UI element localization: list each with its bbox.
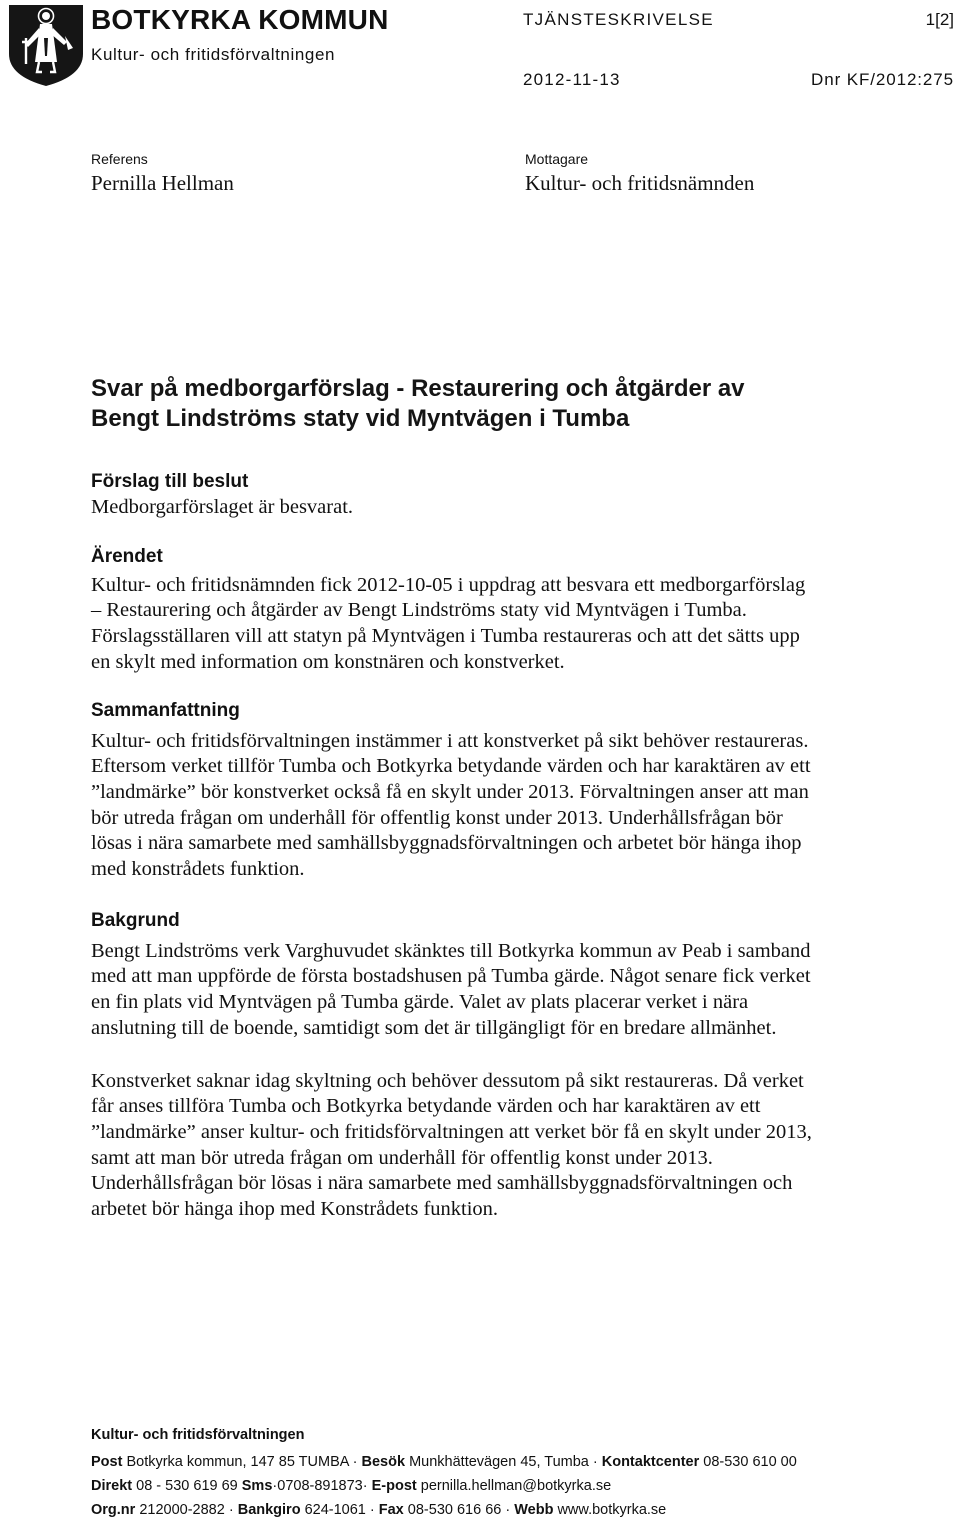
page-number: 1[2] [925, 10, 954, 29]
footer-visit-label: Besök [361, 1454, 406, 1470]
footer-department: Kultur- och fritidsförvaltningen [91, 1427, 305, 1443]
matter-heading: Ärendet [91, 545, 163, 567]
footer-separator: · [348, 1454, 362, 1470]
footer-direct-value: 08 - 530 619 69 [136, 1478, 238, 1494]
document-body [91, 374, 816, 1223]
footer-post-label: Post [91, 1454, 123, 1470]
footer-orgnr-value: 212000-2882 [139, 1502, 225, 1518]
footer-direct-label: Direkt [91, 1478, 133, 1494]
coat-of-arms-logo [6, 2, 86, 88]
background-text-1: Bengt Lindströms verk Varghuvudet skänktes till Botkyrka kommun av Peab i samband med att man uppförde de första bostadshusen på Tumba gärde. Något senare fick verket en fin plats vid Myntvägen på Tumba gärde. Valet av plats placerar verket i nära anslutning till de boende, samtidigt som det är tillgängligt för en bredare allmänhet. [91, 939, 811, 1039]
footer-fax-value: 08-530 616 66 [407, 1502, 502, 1518]
organization-name: BOTKYRKA KOMMUN [91, 4, 389, 35]
footer-web-value[interactable]: www.botkyrka.se [557, 1502, 667, 1518]
footer-orgnr-label: Org.nr [91, 1502, 136, 1518]
footer-separator: · [224, 1502, 238, 1518]
footer-visit-value: Munkhättevägen 45, Tumba [409, 1454, 589, 1470]
matter-text: Kultur- och fritidsnämnden fick 2012-10-05 i uppdrag att besvara ett medborgarförslag – Restaurering och åtgärder av Bengt Lindströms staty vid Myntvägen i Tumba. Förslagsställaren vill att statyn på Myntvägen i Tumba restaureras och att det sätts upp en skylt med information om konstnären och konstverket. [91, 573, 806, 673]
footer-email-value[interactable]: pernilla.hellman@botkyrka.se [420, 1478, 612, 1494]
footer-sms-label: Sms [241, 1478, 273, 1494]
reference-label: Referens [91, 151, 148, 167]
footer-contact-value: 08-530 610 00 [703, 1454, 797, 1470]
footer-email-label: E-post [371, 1478, 417, 1494]
recipient-label: Mottagare [525, 151, 589, 167]
footer-sms-value: 0708-891873 [277, 1478, 363, 1494]
footer-fax-label: Fax [378, 1502, 404, 1518]
footer-bankgiro-value: 624-1061 [304, 1502, 366, 1518]
document-type: TJÄNSTESKRIVELSE [523, 10, 714, 29]
title-line-1: Svar på medborgarförslag - Restaurering och åtgärder av [91, 375, 745, 402]
registration-number: Dnr KF/2012:275 [811, 70, 954, 89]
proposal-heading: Förslag till beslut [91, 471, 249, 492]
footer-separator: · [365, 1502, 379, 1518]
reference-value: Pernilla Hellman [91, 171, 234, 195]
footer-post-value: Botkyrka kommun, 147 85 TUMBA [126, 1454, 349, 1470]
background-heading: Bakgrund [91, 909, 180, 931]
footer-separator: · [588, 1454, 602, 1470]
footer-separator: · [501, 1502, 515, 1518]
recipient-value: Kultur- och fritidsnämnden [525, 171, 755, 195]
background-text-2: Konstverket saknar idag skyltning och behöver dessutom på sikt restaureras. Då verket får anses tillföra Tumba och Botkyrka betydande värden och har karaktären av ett ”landmärke” anser kultur- och fritidsförvaltningen att verket bör få en skylt under 2013, samt att man bör utreda frågan om underhåll för offentlig konst under 2013. Underhållsfrågan bör lösas i nära samarbete med samhällsbyggnadsförvaltningen och arbetet bör hänga ihop med Konstrådets funktion. [91, 1069, 812, 1221]
footer-row-address [91, 1454, 797, 1470]
footer-row-finance [91, 1502, 666, 1518]
summary-text: Kultur- och fritidsförvaltningen instämmer i att konstverket på sikt behöver restaureras. Eftersom verket tillför Tumba och Botkyrka betydande värden och har karaktären av ett ”landmärke” bör konstverket också få en skylt under 2013. Förvaltningen anser att man bör utreda frågan om underhåll för offentlig konst under 2013. Underhållsfrågan bör lösas i nära samarbete med samhällsbyggnadsförvaltningen och arbetet bör hänga ihop med konstrådets funktion. [91, 729, 811, 881]
footer-bankgiro-label: Bankgiro [237, 1502, 301, 1518]
proposal-text: Medborgarförslaget är besvarat. [91, 496, 354, 518]
document-date: 2012-11-13 [523, 70, 621, 89]
summary-heading: Sammanfattning [91, 699, 240, 721]
document-title [91, 374, 816, 434]
title-line-2: Bengt Lindströms staty vid Myntvägen i Tumba [91, 405, 630, 432]
footer-sms-dot: · [362, 1478, 368, 1494]
footer-sms-dot: · [272, 1478, 278, 1494]
department-name: Kultur- och fritidsförvaltningen [91, 45, 336, 64]
footer-web-label: Webb [514, 1502, 554, 1518]
footer-row-contact [91, 1478, 611, 1494]
footer-contact-label: Kontaktcenter [601, 1454, 700, 1470]
